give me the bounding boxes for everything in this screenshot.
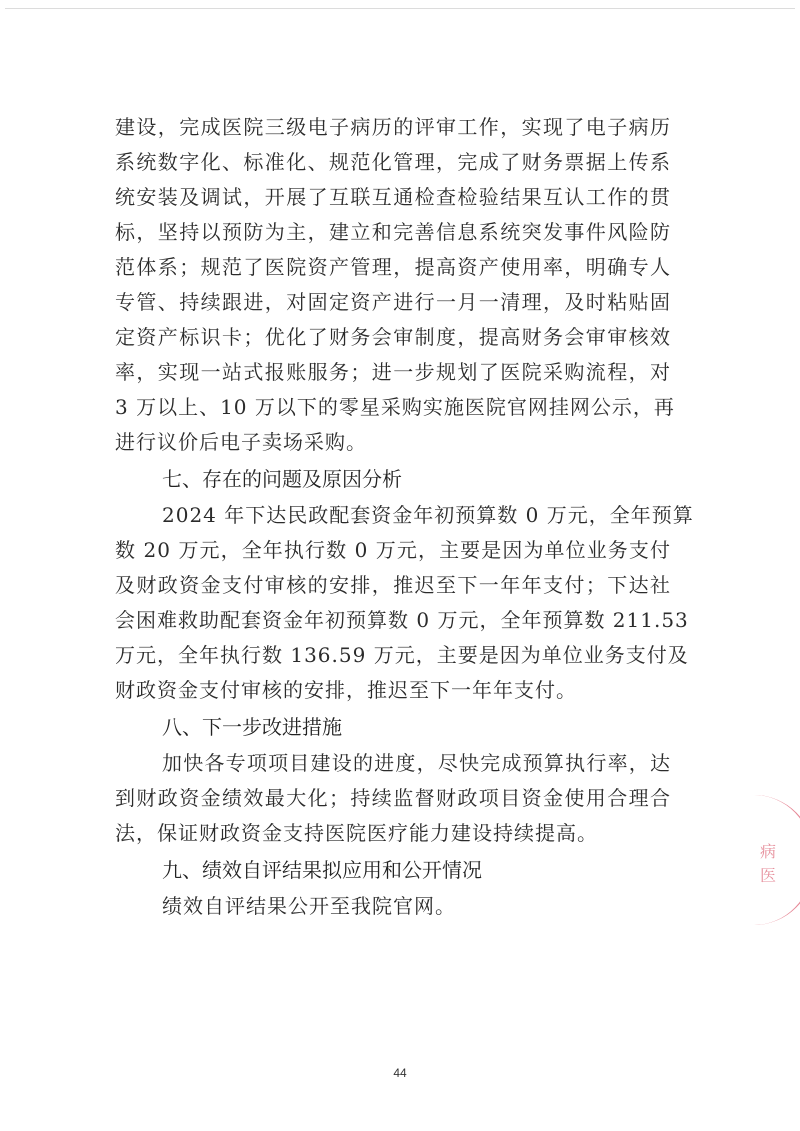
text-line: 进行议价后电子卖场采购。: [115, 430, 367, 454]
section-heading-8: 八、下一步改进措施: [162, 715, 342, 739]
text-line: 定资产标识卡；优化了财务会审制度，提高财务会审审核效: [115, 325, 671, 349]
text-line: 及财政资金支付审核的安排，推迟至下一年年支付；下达社: [115, 573, 671, 597]
top-rule: [5, 8, 795, 9]
text-line: 范体系；规范了医院资产管理，提高资产使用率，明确专人: [115, 255, 671, 279]
text-line: 加快各专项项目建设的进度，尽快完成预算执行率，达: [162, 751, 671, 775]
text-line: 到财政资金绩效最大化；持续监督财政项目资金使用合理合: [115, 786, 671, 810]
section-9-body: [115, 889, 671, 924]
paragraph-continued: [115, 110, 675, 460]
page-number: 44: [393, 1066, 407, 1080]
document-page: [115, 110, 694, 924]
text-line: 万元，全年执行数 136.59 万元，主要是因为单位业务支付及: [115, 643, 689, 667]
text-line: 数 20 万元，全年执行数 0 万元，主要是因为单位业务支付: [115, 538, 671, 562]
section-heading-9: 九、绩效自评结果拟应用和公开情况: [162, 858, 482, 882]
text-line: 财政资金支付审核的安排，推迟至下一年年支付。: [115, 678, 577, 702]
text-line: 率，实现一站式报账服务；进一步规划了医院采购流程，对: [115, 360, 671, 384]
section-heading-7: 七、存在的问题及原因分析: [162, 467, 402, 491]
text-line: 3 万以上、10 万以下的零星采购实施医院官网挂网公示，再: [115, 395, 675, 419]
text-line: 法，保证财政资金支持医院医疗能力建设持续提高。: [115, 821, 598, 845]
seal-stamp-text: 病医: [760, 842, 777, 885]
section-8-body: [115, 746, 671, 851]
text-line: 2024 年下达民政配套资金年初预算数 0 万元，全年预算: [162, 503, 694, 527]
text-line: 统安装及调试，开展了互联互通检查检验结果互认工作的贯: [115, 185, 671, 209]
text-line: 标，坚持以预防为主，建立和完善信息系统突发事件风险防: [115, 220, 671, 244]
text-line: 系统数字化、标准化、规范化管理，完成了财务票据上传系: [115, 150, 671, 174]
text-line: 建设，完成医院三级电子病历的评审工作，实现了电子病历: [115, 115, 671, 139]
text-line: 绩效自评结果公开至我院官网。: [162, 894, 456, 918]
text-line: 会困难救助配套资金年初预算数 0 万元，全年预算数 211.53: [115, 608, 689, 632]
section-7-body: [115, 498, 694, 708]
text-line: 专管、持续跟进，对固定资产进行一月一清理，及时粘贴固: [115, 290, 671, 314]
